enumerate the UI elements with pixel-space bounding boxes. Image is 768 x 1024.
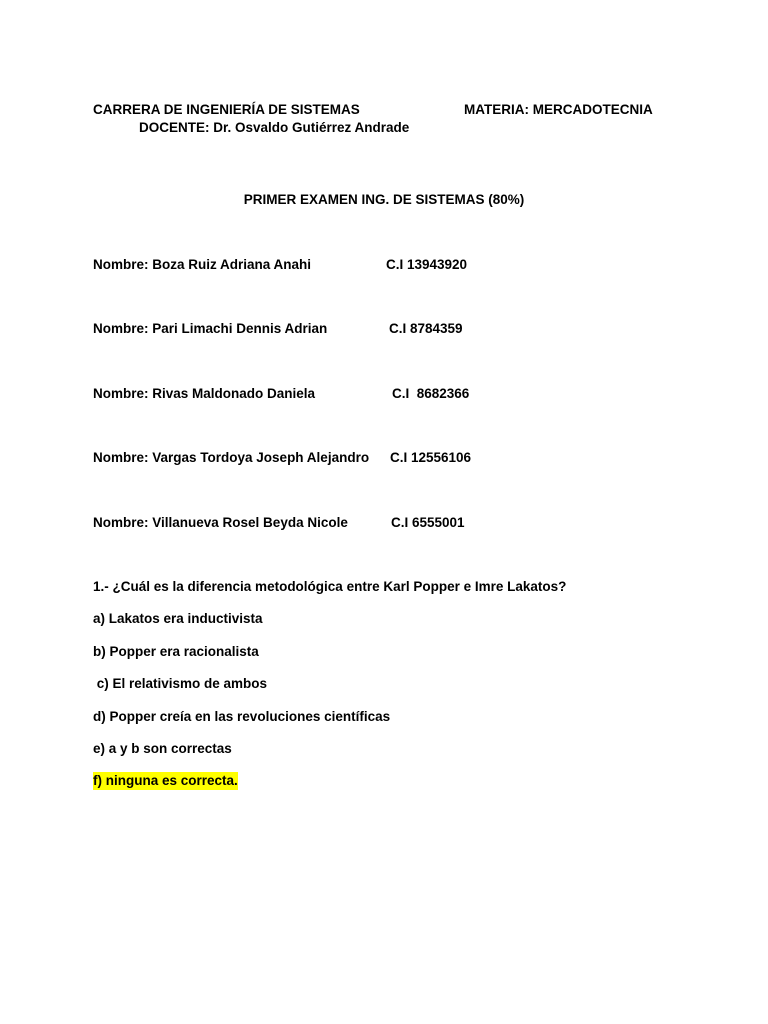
answer-option-f-highlighted: f) ninguna es correcta.	[93, 773, 238, 788]
answer-option-b: b) Popper era racionalista	[93, 644, 259, 659]
docente-heading: DOCENTE: Dr. Osvaldo Gutiérrez Andrade	[139, 120, 410, 135]
materia-heading: MATERIA: MERCADOTECNIA	[464, 102, 653, 117]
student-ci: C.I 13943920	[386, 257, 468, 272]
student-ci: C.I 12556106	[390, 450, 472, 465]
student-ci: C.I 8784359	[389, 321, 463, 336]
answer-option-e: e) a y b son correctas	[93, 741, 232, 756]
student-name: Nombre: Villanueva Rosel Beyda Nicole	[93, 515, 348, 530]
student-ci: C.I 8682366	[392, 386, 470, 401]
exam-title: PRIMER EXAMEN ING. DE SISTEMAS (80%)	[243, 192, 525, 207]
student-name: Nombre: Rivas Maldonado Daniela	[93, 386, 316, 401]
answer-option-c: c) El relativismo de ambos	[93, 676, 268, 691]
answer-option-d: d) Popper creía en las revoluciones científicas	[93, 709, 391, 724]
student-ci: C.I 6555001	[391, 515, 465, 530]
student-name: Nombre: Vargas Tordoya Joseph Alejandro	[93, 450, 370, 465]
student-name: Nombre: Boza Ruiz Adriana Anahi	[93, 257, 312, 272]
carrera-heading: CARRERA DE INGENIERÍA DE SISTEMAS	[93, 102, 360, 117]
answer-option-a: a) Lakatos era inductivista	[93, 611, 263, 626]
question-text: 1.- ¿Cuál es la diferencia metodológica entre Karl Popper e Imre Lakatos?	[93, 579, 567, 594]
student-name: Nombre: Pari Limachi Dennis Adrian	[93, 321, 328, 336]
